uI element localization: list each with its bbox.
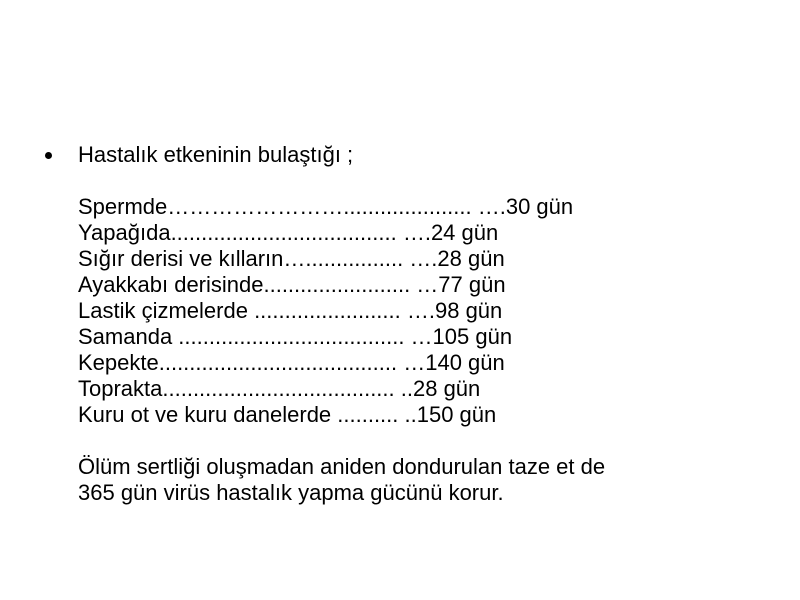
spacer <box>78 168 765 194</box>
spacer <box>78 428 765 454</box>
bullet-block <box>45 142 765 506</box>
duration-item-bran: Kepekte....................................... …140 gün <box>78 350 505 375</box>
duration-item-cattle-hide: Sığır derisi ve kılların…................ ….28 gün <box>78 246 505 271</box>
duration-item-rubber-boots: Lastik çizmelerde ........................ ….98 gün <box>78 298 503 323</box>
duration-item-straw: Samanda ..................................... …105 gün <box>78 324 513 349</box>
bullet-dot-icon <box>45 152 52 159</box>
duration-item-shoe-leather: Ayakkabı derisinde........................ …77 gün <box>78 272 506 297</box>
note-line-2: 365 gün virüs hastalık yapma gücünü korur. <box>78 480 504 505</box>
bullet-item <box>45 142 765 506</box>
note-line-1: Ölüm sertliği oluşmadan aniden dondurulan taze et de <box>78 454 606 479</box>
duration-item-wool: Yapağıda..................................... ….24 gün <box>78 220 499 245</box>
bullet-heading: Hastalık etkeninin bulaştığı ; <box>78 142 354 167</box>
duration-item-hay-grain: Kuru ot ve kuru danelerde .......... ..150 gün <box>78 402 497 427</box>
duration-item-soil: Toprakta...................................... ..28 gün <box>78 376 481 401</box>
duration-item-sperm: Spermde……………………..................... ….30 gün <box>78 194 574 219</box>
